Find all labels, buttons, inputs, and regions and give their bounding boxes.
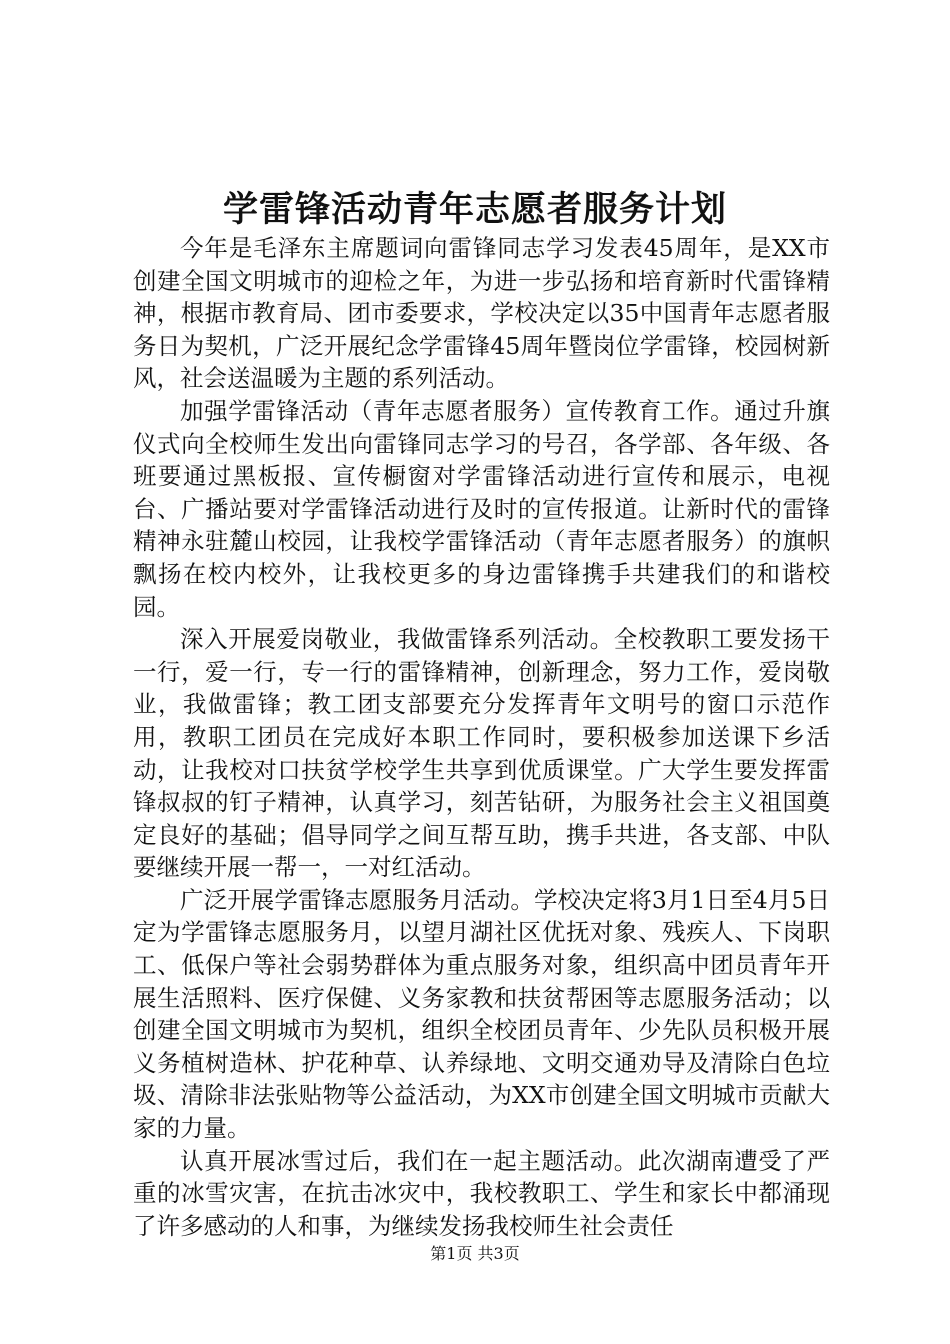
document-title: 学雷锋活动青年志愿者服务计划 xyxy=(222,189,727,230)
page-number-footer: 第1页 共3页 xyxy=(430,1244,520,1263)
paragraph-publicity: 加强学雷锋活动（青年志愿者服务）宣传教育工作。通过升旗仪式向全校师生发出向雷锋同志学习的号召，各学部、各年级、各班要通过黑板报、宣传橱窗对学雷锋活动进行宣传和展示，电视台、广播站要对学雷锋活动进行及时的宣传报道。让新时代的雷锋精神永驻麓山校园，让我校学雷锋活动（青年志愿者服务）的旗帜飘扬在校内校外，让我校更多的身边雷锋携手共建我们的和谐校园。 xyxy=(133,396,830,621)
paragraph-intro: 今年是毛泽东主席题词向雷锋同志学习发表45周年，是XX市创建全国文明城市的迎检之年，为进一步弘扬和培育新时代雷锋精神，根据市教育局、团市委要求，学校决定以35中国青年志愿者服务日为契机，广泛开展纪念学雷锋45周年暨岗位学雷锋，校园树新风，社会送温暖为主题的系列活动。 xyxy=(133,234,830,393)
paragraph-after-snow: 认真开展冰雪过后，我们在一起主题活动。此次湖南遭受了严重的冰雪灾害，在抗击冰灾中，我校教职工、学生和家长中都涌现了许多感动的人和事，为继续发扬我校师生社会责任 xyxy=(133,1146,830,1240)
document-body xyxy=(133,232,830,1242)
paragraph-dedication: 深入开展爱岗敬业，我做雷锋系列活动。全校教职工要发扬干一行，爱一行，专一行的雷锋精神，创新理念，努力工作，爱岗敬业，我做雷锋；教工团支部要充分发挥青年文明号的窗口示范作用，教职工团员在完成好本职工作同时，要积极参加送课下乡活动，让我校对口扶贫学校学生共享到优质课堂。广大学生要发挥雷锋叔叔的钉子精神，认真学习，刻苦钻研，为服务社会主义祖国奠定良好的基础；倡导同学之间互帮互助，携手共进，各支部、中队要继续开展一帮一，一对红活动。 xyxy=(133,625,830,882)
paragraph-volunteer-month: 广泛开展学雷锋志愿服务月活动。学校决定将3月1日至4月5日定为学雷锋志愿服务月，以望月湖社区优抚对象、残疾人、下岗职工、低保户等社会弱势群体为重点服务对象，组织高中团员青年开展生活照料、医疗保健、义务家教和扶贫帮困等志愿服务活动；以创建全国文明城市为契机，组织全校团员青年、少先队员积极开展义务植树造林、护花种草、认养绿地、文明交通劝导及清除白色垃圾、清除非法张贴物等公益活动，为XX市创建全国文明城市贡献大家的力量。 xyxy=(133,885,830,1143)
